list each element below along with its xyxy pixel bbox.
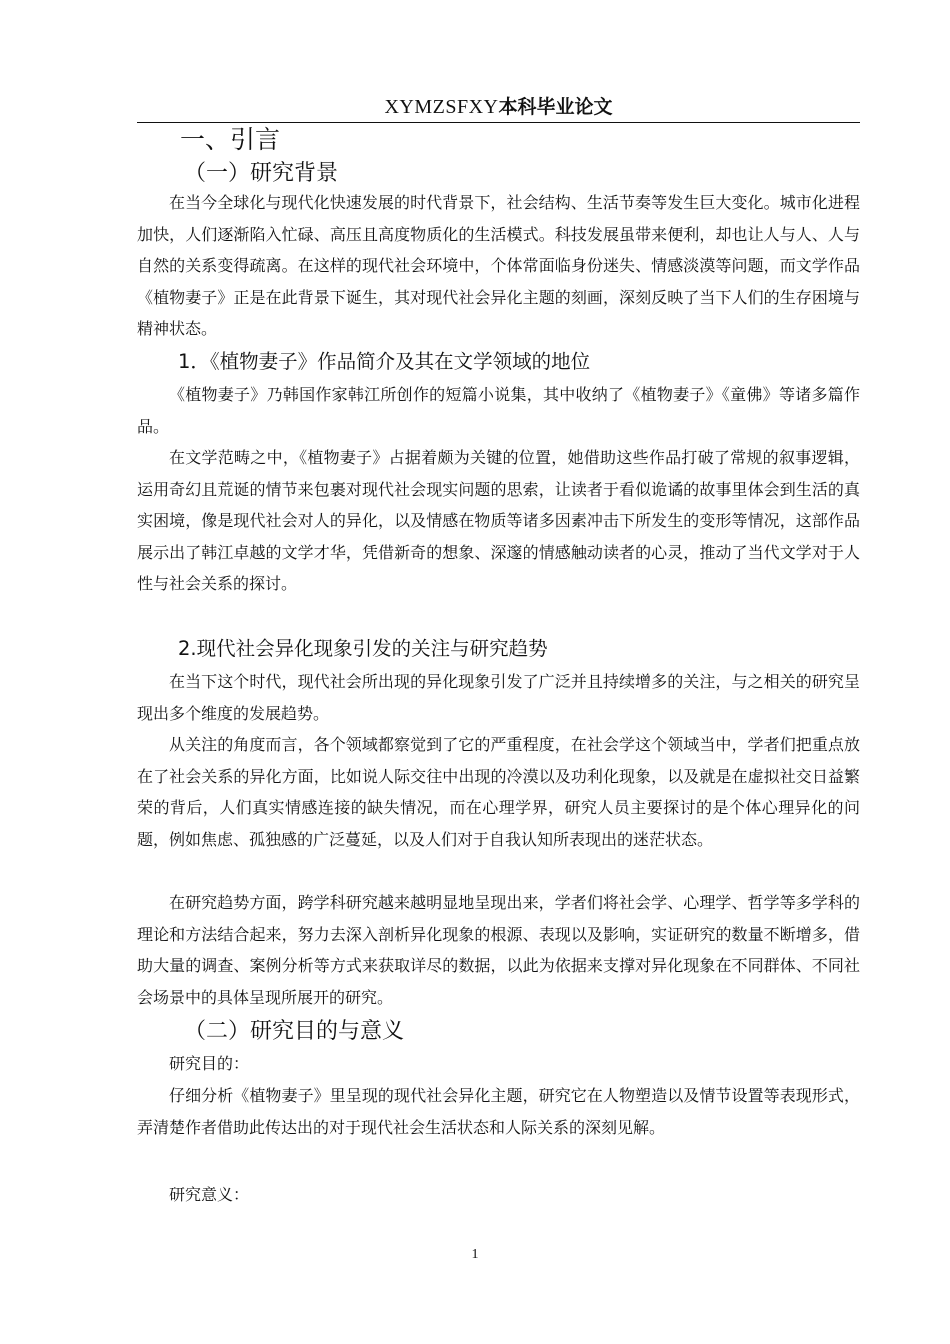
running-header [137,92,860,123]
purpose-label: 研究目的： [169,1054,250,1073]
paragraph-background-intro: 在当今全球化与现代化快速发展的时代背景下，社会结构、生活节奏等发生巨大变化。城市化进程加快，人们逐渐陷入忙碌、高压且高度物质化的生活模式。科技发展虽带来便利，却也让人与人、人与自然的关系变得疏离。在这样的现代社会环境中，个体常面临身份迷失、情感淡漠等问题，而文学作品《植物妻子》正是在此背景下诞生，其对现代社会异化主题的刻画，深刻反映了当下人们的生存困境与精神状态。 [137,193,860,339]
page-number: 1 [471,1247,479,1262]
subheading-work-intro: 1．《植物妻子》作品简介及其在文学领域的地位 [178,350,591,373]
paragraph-alienation-1: 在当下这个时代，现代社会所出现的异化现象引发了广泛并且持续增多的关注，与之相关的研究呈现出多个维度的发展趋势。 [137,672,860,723]
paragraph-alienation-3: 在研究趋势方面，跨学科研究越来越明显地呈现出来，学者们将社会学、心理学、哲学等多学科的理论和方法结合起来，努力去深入剖析异化现象的根源、表现以及影响，实证研究的数量不断增多，借助大量的调查、案例分析等方式来获取详尽的数据，以此为依据来支撑对异化现象在不同群体、不同社会场景中的具体呈现所展开的研究。 [137,893,860,1007]
paragraph-work-intro-1: 《植物妻子》乃韩国作家韩江所创作的短篇小说集，其中收纳了《植物妻子》《童佛》等诸多篇作品。 [137,385,860,436]
chapter-title: 一、引言 [180,125,281,154]
paragraph-work-intro-2: 在文学范畴之中，《植物妻子》占据着颇为关键的位置，她借助这些作品打破了常规的叙事逻辑，运用奇幻且荒诞的情节来包裹对现代社会现实问题的思索，让读者于看似诡谲的故事里体会到生活的真实困境，像是现代社会对人的异化，以及情感在物质等诸多因素冲击下所发生的变形等情况，这部作品展示出了韩江卓越的文学才华，凭借新奇的想象、深邃的情感触动读者的心灵，推动了当代文学对于人性与社会关系的探讨。 [137,448,860,594]
subheading-alienation-trends: 2.现代社会异化现象引发的关注与研究趋势 [178,637,548,660]
paragraph-alienation-2: 从关注的角度而言，各个领域都察觉到了它的严重程度，在社会学这个领域当中，学者们把重点放在了社会关系的异化方面，比如说人际交往中出现的冷漠以及功利化现象，以及就是在虚拟社交日益繁荣的背后，人们真实情感连接的缺失情况，而在心理学界，研究人员主要探讨的是个体心理异化的问题，例如焦虑、孤独感的广泛蔓延，以及人们对于自我认知所表现出的迷茫状态。 [137,735,860,849]
header-suffix: 本科毕业论文 [498,96,613,118]
paragraph-purpose: 仔细分析《植物妻子》里呈现的现代社会异化主题，研究它在人物塑造以及情节设置等表现形式，弄清楚作者借助此传达出的对于现代社会生活状态和人际关系的深刻见解。 [137,1086,860,1137]
section-heading-background: （一）研究背景 [184,161,339,186]
significance-label: 研究意义： [169,1185,250,1204]
header-code: XYMZSFXY [384,96,499,118]
section-heading-purpose: （二）研究目的与意义 [184,1019,405,1044]
